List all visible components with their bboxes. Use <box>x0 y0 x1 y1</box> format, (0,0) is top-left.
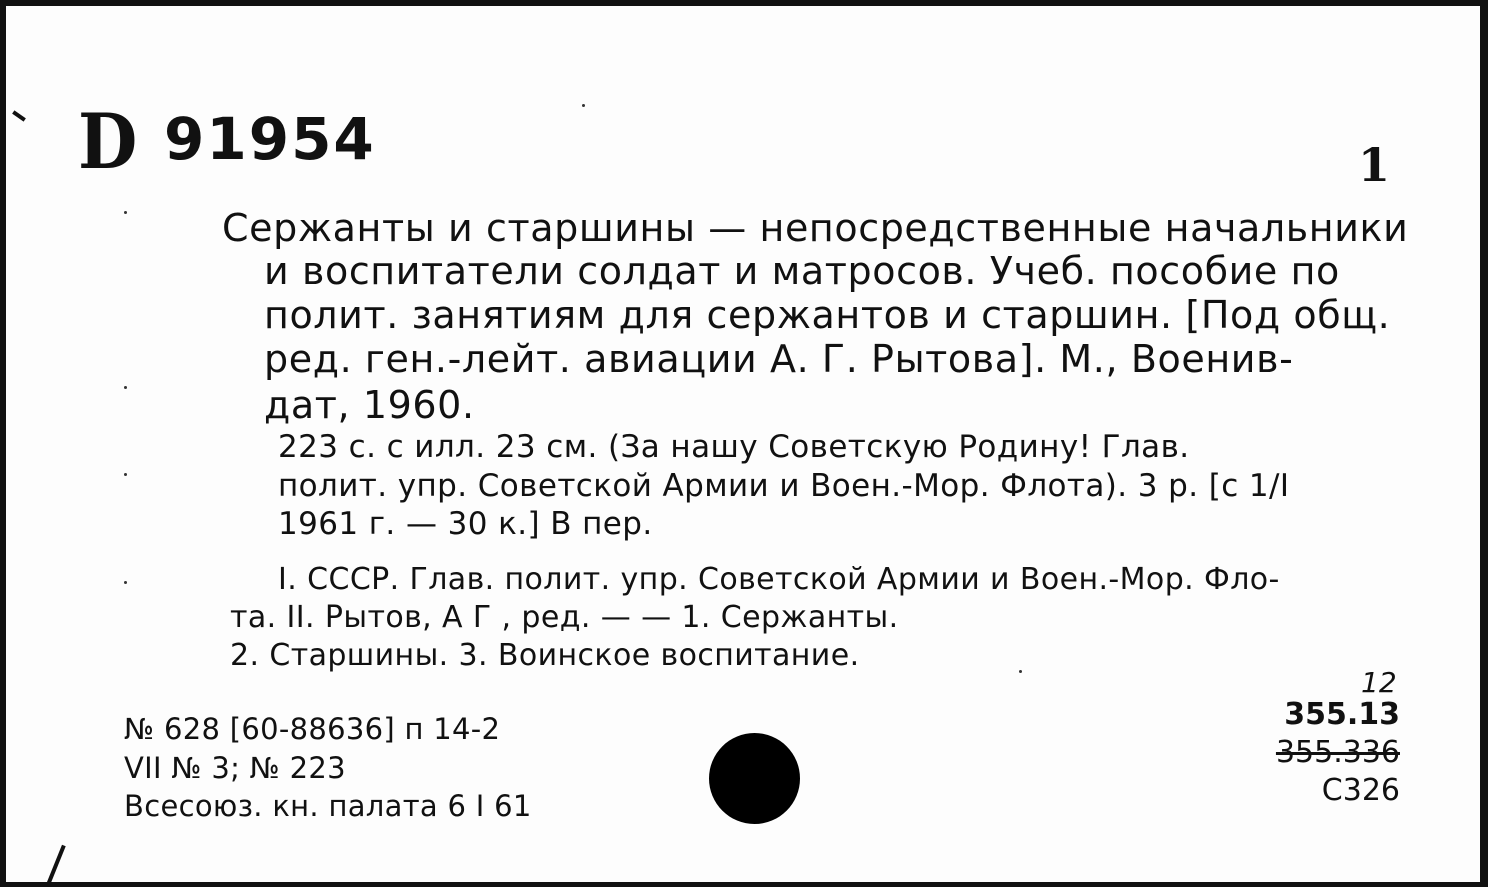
description-line-2: полит. упр. Советской Армии и Воен.-Мор. Флота). 3 р. [с 1/I <box>278 468 1290 504</box>
title-line-2: и воспитатели солдат и матросов. Учеб. пособие по <box>264 249 1340 293</box>
notes-line-3: 2. Старшины. 3. Воинское воспитание. <box>230 638 860 673</box>
title-line-5: дат, 1960. <box>264 383 475 427</box>
call-number-letter: D <box>78 97 138 186</box>
title-line-3: полит. занятиям для сержантов и старшин. [Под общ. <box>264 293 1391 337</box>
registry-line-3: Всесоюз. кн. палата 6 I 61 <box>124 789 532 823</box>
registry-line-2: VII № 3; № 223 <box>124 751 346 785</box>
notes-line-2: та. II. Рытов, А Г , ред. — — 1. Сержанты. <box>230 600 899 635</box>
notes-line-1: I. СССР. Глав. полит. упр. Советской Армии и Воен.-Мор. Фло- <box>278 562 1280 597</box>
pen-stroke <box>46 845 65 885</box>
description-line-1: 223 с. с илл. 23 см. (За нашу Советскую Родину! Глав. <box>278 429 1190 465</box>
speck <box>124 473 127 476</box>
registry-line-1: № 628 [60-88636] п 14-2 <box>124 712 501 746</box>
description-line-3: 1961 г. — 30 к.] В пер. <box>278 506 653 542</box>
speck <box>124 581 127 584</box>
call-number-digits: 91954 <box>164 105 376 173</box>
card-index: 1 <box>1358 138 1391 192</box>
speck <box>582 104 585 107</box>
speck <box>124 211 127 214</box>
title-line-1: Сержанты и старшины — непосредственные начальники <box>222 206 1409 250</box>
title-line-4: ред. ген.-лейт. авиации А. Г. Рытова]. М., Военив- <box>264 337 1294 381</box>
classification-primary: 355.13 <box>1284 697 1400 732</box>
handwritten-note: 12 <box>1361 666 1397 699</box>
author-mark: С326 <box>1321 773 1400 808</box>
corner-mark <box>12 110 26 121</box>
punch-hole <box>709 733 800 824</box>
classification-crossed: 355.336 <box>1275 735 1400 770</box>
speck <box>1019 670 1022 673</box>
speck <box>124 386 127 389</box>
